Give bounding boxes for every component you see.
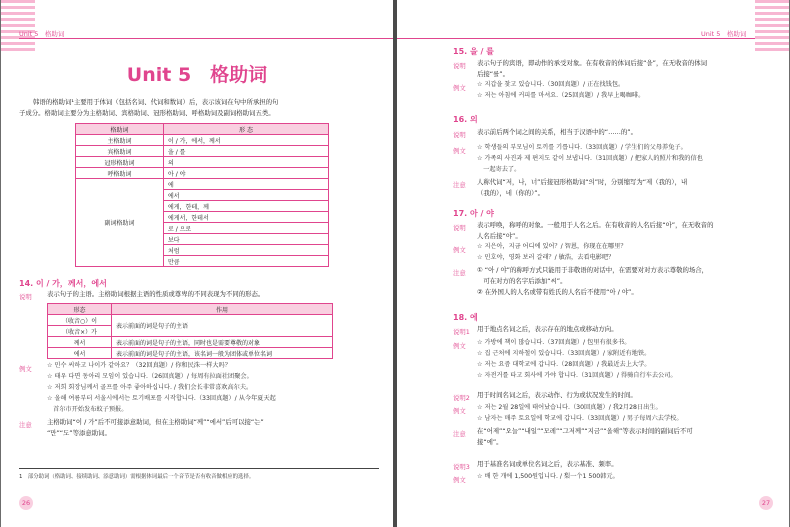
table-head-cell: 格助词 (76, 124, 164, 135)
explain-label: 说明3 (453, 463, 470, 471)
explain-text: 后接“를”。 (477, 70, 509, 78)
right-page (397, 0, 789, 527)
table-cell: 께서 (48, 337, 112, 348)
table-cell: 에게서，한테서 (164, 212, 329, 223)
table-cell: 宾格助词 (76, 146, 164, 157)
section-heading: 15. 을 / 를 (453, 47, 494, 56)
table-cell: 副词格助词 (76, 179, 164, 267)
explain-text: 用于地点名词之后，表示存在的地点或移动方向。 (477, 325, 618, 333)
explain-text: 表示句子的主语。主格助词根据主语的性质或尊卑的不同表现为不同的形态。 (47, 290, 265, 298)
table-cell: 아 / 야 (164, 168, 329, 179)
example-line: ☆ 올해 여름부터 서울시에서는 토기배포를 시작합니다.（33回真题）/ 从今年夏天起 (47, 395, 276, 402)
example-line: ☆ 집 근처에 지하철이 있습니다.（33回真题）/ 家附近有地铁。 (477, 350, 651, 357)
table-cell: 呼格助词 (76, 168, 164, 179)
table-cell: 보다 (164, 234, 329, 245)
table-cell: 表示前面的词是句子的主语 (112, 315, 333, 337)
left-page (1, 0, 393, 527)
example-line: 首尔市开始发布蚊子预报。 (47, 406, 128, 413)
explain-label: 说明1 (453, 328, 470, 336)
note-label: 注意 (453, 430, 466, 438)
page-number: 26 (19, 496, 33, 510)
section-heading: 14. 이 / 가，께서，에서 (19, 279, 107, 288)
table-cell: 의 (164, 157, 329, 168)
unit-title: Unit 5 格助词 (126, 64, 268, 86)
note-text: ② 在外国人的人名或带有姓氏的人名后不使用“아 / 야”。 (477, 288, 638, 296)
example-line: ☆ 가방에 책이 많습니다.（37回真题）/ 包里有很多书。 (477, 339, 631, 346)
running-header: Unit 5 格助词 (19, 30, 65, 38)
running-header: Unit 5 格助词 (701, 30, 747, 38)
header-rule (397, 38, 755, 39)
explain-label: 说明 (453, 224, 466, 232)
subject-particle-table (47, 303, 333, 359)
table-cell: 이 / 가，에서，께서 (164, 135, 329, 146)
note-text: 在“어제”“오늘”“내일”“모레”“그저께”“지금”“올해”等表示时间的副词后不可 (477, 427, 693, 435)
table-cell: 冠形格助词 (76, 157, 164, 168)
example-line: ☆ 민수 씨하고 나이가 같아요？（32回真题）/ 你和民洙一样大吗？ (47, 362, 231, 369)
explain-text: 表示句子的宾语，即动作的承受对象。在有收音的体词后接“을”，在无收音的体词 (477, 59, 708, 67)
example-line: 一起寄去了。 (477, 166, 521, 173)
table-cell: 을 / 를 (164, 146, 329, 157)
table-head-cell: 形 态 (164, 124, 329, 135)
page-number: 27 (759, 496, 773, 510)
section-heading: 16. 의 (453, 115, 478, 124)
example-line: ☆ 가족의 사진과 제 편지도 같이 보냅니다.（31回真题）/ 把家人的照片和我的信也 (477, 155, 703, 162)
example-line: ☆ 학생들의 부모님이 토끼를 기릅니다.（33回真题）/ 学生们的父母养兔子。 (477, 144, 687, 151)
example-label: 例文 (453, 246, 466, 254)
example-line: ☆ 저희 회장님께서 골프를 아주 좋아하십니다. / 我们会长非常喜欢高尔夫。 (47, 384, 253, 391)
particle-table (75, 123, 329, 267)
section-heading: 18. 에 (453, 313, 478, 322)
example-line: ☆ 저는 아침에 커피를 마셔요.（25回真题）/ 我早上喝咖啡。 (477, 92, 645, 99)
table-cell: 에서 (48, 348, 112, 359)
example-label: 例文 (453, 342, 466, 350)
decorative-stripes (1, 0, 35, 52)
table-cell: 表示前面的词是句子的主语，同时也是需要尊敬的对象 (112, 337, 333, 348)
example-line: ☆ 남자는 매주 토요일에 학교에 갑니다.（33回真题）/ 男子每周六去学校。 (477, 415, 683, 422)
explain-label: 说明 (453, 131, 466, 139)
explain-text: 表示前后两个词之间的关系，相当于汉语中的“……的”。 (477, 128, 637, 136)
note-text: 接“에”。 (477, 438, 503, 446)
intro-line-2: 子成分。格助词主要分为主格助词、宾格助词、冠形格助词、呼格助词及副词格助词五类。 (19, 109, 275, 117)
example-line: ☆ 태우 다면 동아리 모임이 있습니다.（26回真题）/ 每周有拉面社团聚会。 (47, 373, 253, 380)
explain-text: 表示呼唤，称呼的对象。一般用于人名之后。在有收音的人名后接“아”，在无收音的 (477, 221, 714, 229)
table-cell: （收音×）가 (48, 326, 112, 337)
note-text: 主格助词“이 / 가”后不可接添意助词，但在主格助词“께”“에서”后可以接“는” (47, 418, 264, 426)
example-line: ☆ 지갑을 찾고 있습니다.（30回真题）/ 正在找钱包。 (477, 81, 625, 88)
table-head-cell: 形态 (48, 304, 112, 315)
example-label: 例文 (453, 407, 466, 415)
note-label: 注意 (453, 269, 466, 277)
example-line: ☆ 자전거를 타고 회사에 가야 합니다.（31回真题）/ 得骑自行车去公司。 (477, 372, 677, 379)
intro-line-1: 韩语的格助词¹主要用于体词（包括名词、代词和数词）后，表示该词在句中所承担的句 (33, 98, 279, 106)
header-rule (19, 38, 393, 39)
explain-text: 人名后接“야”。 (477, 232, 522, 240)
table-cell: 表示前面的词是句子的主语，该名词一般为团体或单位名词 (112, 348, 333, 359)
note-text: ① “아 / 야”的称呼方式只能用于非敬语的对话中，在需要对对方表示尊敬的场合， (477, 266, 709, 274)
example-label: 例文 (453, 84, 466, 92)
example-line: ☆ 저는 2월 28일에 태어났습니다.（30回真题）/ 我2月28日出生。 (477, 404, 662, 411)
decorative-stripes (755, 0, 789, 52)
example-line: ☆ 배 한 개에 1,500원입니다. / 梨一个1 500韩元。 (477, 473, 619, 480)
footnote: 1 部分助词（格助词、接续助词、添意助词）需根据体词最后一个音节是否有收音做相应的选择。 (19, 468, 379, 480)
example-label: 例文 (453, 476, 466, 484)
example-label: 例文 (453, 147, 466, 155)
table-cell: （收音○）이 (48, 315, 112, 326)
explain-text: 用于基准名词或单位名词之后，表示基准、频率。 (477, 460, 618, 468)
note-text: 人称代词“저，나，너”后接冠形格助词“의”时，分别缩写为“제（我的），내 (477, 178, 688, 186)
section-heading: 17. 아 / 야 (453, 209, 494, 218)
table-cell: 主格助词 (76, 135, 164, 146)
explain-label: 说明 (453, 62, 466, 70)
table-head-cell: 作用 (112, 304, 333, 315)
table-cell: 에 (164, 179, 329, 190)
table-cell: 에게，한테，께 (164, 201, 329, 212)
table-cell: 로 / 으로 (164, 223, 329, 234)
example-line: ☆ 지은아，지금 어디에 있어？/ 智恩，你现在在哪里？ (477, 243, 627, 250)
note-text: 可在对方的名字后添加“씨”。 (477, 277, 567, 285)
example-line: ☆ 저는 요즘 대학교에 갑니다.（28回真题）/ 我最近去上大学。 (477, 361, 651, 368)
table-cell: 처럼 (164, 245, 329, 256)
note-text: （我的），네（你的）”。 (477, 189, 544, 197)
example-label: 例文 (19, 365, 32, 373)
explain-label: 说明2 (453, 394, 470, 402)
note-text: “만”“도”等添意助词。 (47, 429, 111, 437)
table-cell: 만큼 (164, 256, 329, 267)
explain-label: 说明 (19, 293, 32, 301)
example-line: ☆ 민호야，영화 보러 갈래？/ 敏浩，去看电影吧？ (477, 254, 615, 261)
note-label: 注意 (19, 421, 32, 429)
explain-text: 用于时间名词之后，表示动作、行为或状况发生的时间。 (477, 391, 637, 399)
note-label: 注意 (453, 181, 466, 189)
table-cell: 에서 (164, 190, 329, 201)
